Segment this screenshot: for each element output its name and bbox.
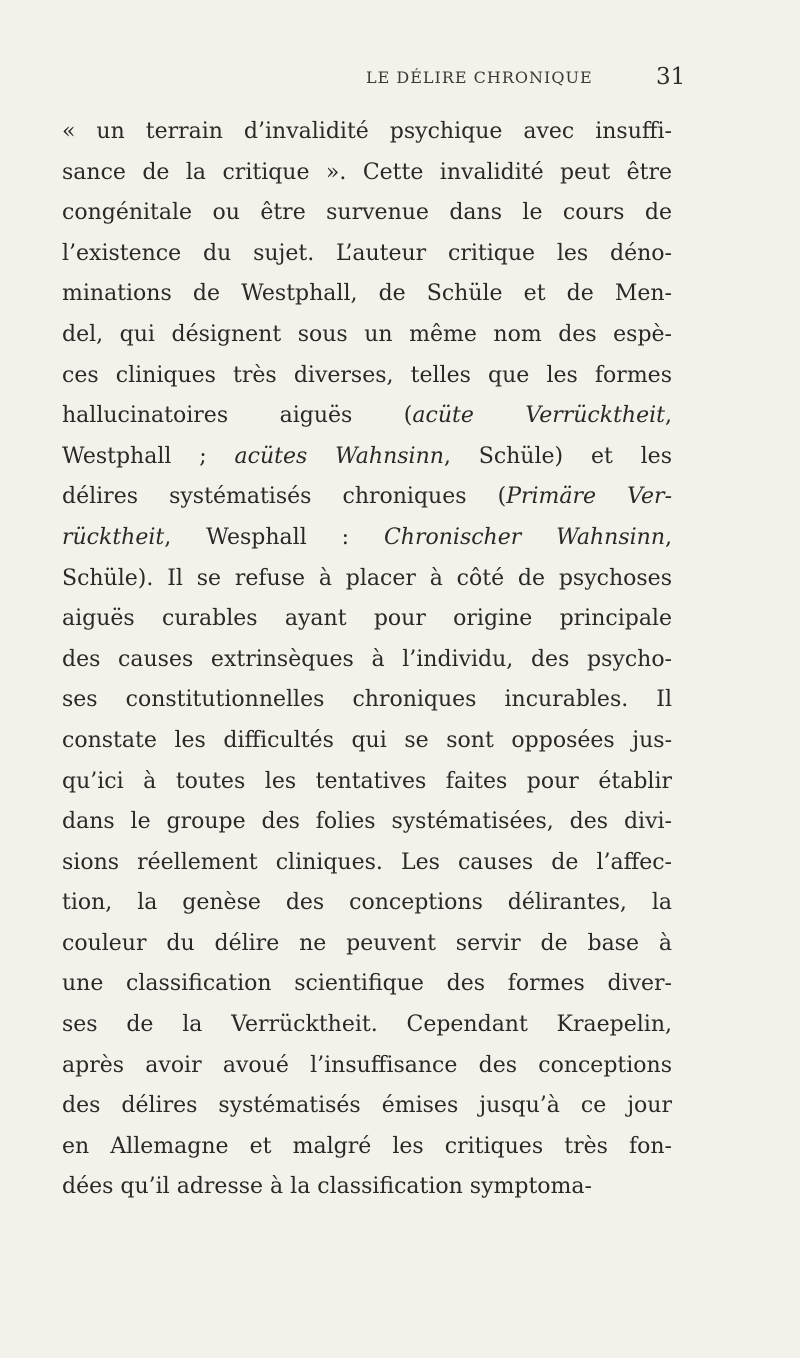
text-segment: ces cliniques très diverses, telles que les formes	[62, 362, 672, 388]
text-line	[62, 112, 672, 153]
text-line	[62, 356, 672, 397]
text-segment: des délires systématisés émises jusqu’à ce jour	[62, 1093, 672, 1119]
text-segment: ,	[665, 524, 672, 550]
text-segment: Westphall ;	[62, 443, 235, 469]
text-segment: en Allemagne et malgré les critiques très fon-	[62, 1133, 672, 1159]
text-line	[62, 193, 672, 234]
text-segment: délires systématisés chroniques (	[62, 484, 507, 510]
text-segment: ,	[665, 403, 672, 429]
text-line	[62, 153, 672, 194]
page-number: 31	[656, 64, 686, 90]
text-line	[62, 843, 672, 884]
text-line	[62, 883, 672, 924]
text-segment: del, qui désignent sous un même nom des espè-	[62, 321, 672, 347]
body-text	[62, 112, 672, 1208]
text-line	[62, 680, 672, 721]
text-segment: « un terrain d’invalidité psychique avec insuffi-	[62, 119, 672, 144]
text-segment: hallucinatoires aiguës (	[62, 403, 413, 429]
italic-term: acütes Wahnsinn	[234, 443, 444, 469]
text-line	[62, 721, 672, 762]
text-segment: dées qu’il adresse à la classification symptoma-	[62, 1174, 592, 1200]
italic-term: acüte Verrücktheit	[412, 403, 665, 429]
running-title: LE DÉLIRE CHRONIQUE	[366, 68, 593, 87]
text-line	[62, 599, 672, 640]
italic-term: Primäre Ver-	[506, 484, 673, 510]
text-line	[62, 964, 672, 1005]
text-line	[62, 924, 672, 965]
text-segment: aiguës curables ayant pour origine principale	[62, 606, 672, 632]
running-head	[0, 60, 800, 100]
text-segment: des causes extrinsèques à l’individu, des psycho-	[62, 646, 672, 672]
italic-term: Chronischer Wahnsinn	[383, 524, 665, 550]
text-segment: sions réellement cliniques. Les causes de l’affec-	[62, 849, 672, 875]
text-segment: tion, la genèse des conceptions délirantes, la	[62, 890, 672, 916]
text-line	[62, 1005, 672, 1046]
text-segment: congénitale ou être survenue dans le cours de	[62, 200, 672, 226]
text-segment: l’existence du sujet. L’auteur critique les déno-	[62, 240, 672, 266]
text-line	[62, 315, 672, 356]
text-segment: couleur du délire ne peuvent servir de base à	[62, 930, 672, 956]
text-segment: constate les difficultés qui se sont opposées jus-	[62, 727, 672, 753]
text-line	[62, 559, 672, 600]
text-line	[62, 396, 672, 437]
text-segment: , Schüle) et les	[443, 443, 672, 469]
text-line	[62, 1086, 672, 1127]
text-segment: dans le groupe des folies systématisées, des divi-	[62, 809, 672, 835]
text-line	[62, 274, 672, 315]
text-line	[62, 802, 672, 843]
text-segment: ses constitutionnelles chroniques incurables. Il	[62, 687, 672, 713]
text-segment: Schüle). Il se refuse à placer à côté de psychoses	[62, 565, 672, 591]
italic-term: rücktheit	[62, 524, 165, 550]
text-line	[62, 1167, 672, 1208]
text-line	[62, 1127, 672, 1168]
text-segment: qu’ici à toutes les tentatives faites pour établir	[62, 768, 672, 794]
text-line	[62, 518, 672, 559]
text-line	[62, 437, 672, 478]
text-line	[62, 1046, 672, 1087]
text-segment: après avoir avoué l’insuffisance des conceptions	[62, 1052, 672, 1078]
text-segment: , Wesphall :	[164, 524, 384, 550]
text-line	[62, 640, 672, 681]
text-line	[62, 234, 672, 275]
text-segment: une classification scientifique des formes diver-	[62, 971, 672, 997]
text-line	[62, 477, 672, 518]
text-segment: sance de la critique ». Cette invalidité peut être	[62, 159, 672, 185]
text-segment: minations de Westphall, de Schüle et de Men-	[62, 281, 672, 307]
text-segment: ses de la Verrücktheit. Cependant Kraepelin,	[62, 1012, 672, 1038]
text-line	[62, 762, 672, 803]
